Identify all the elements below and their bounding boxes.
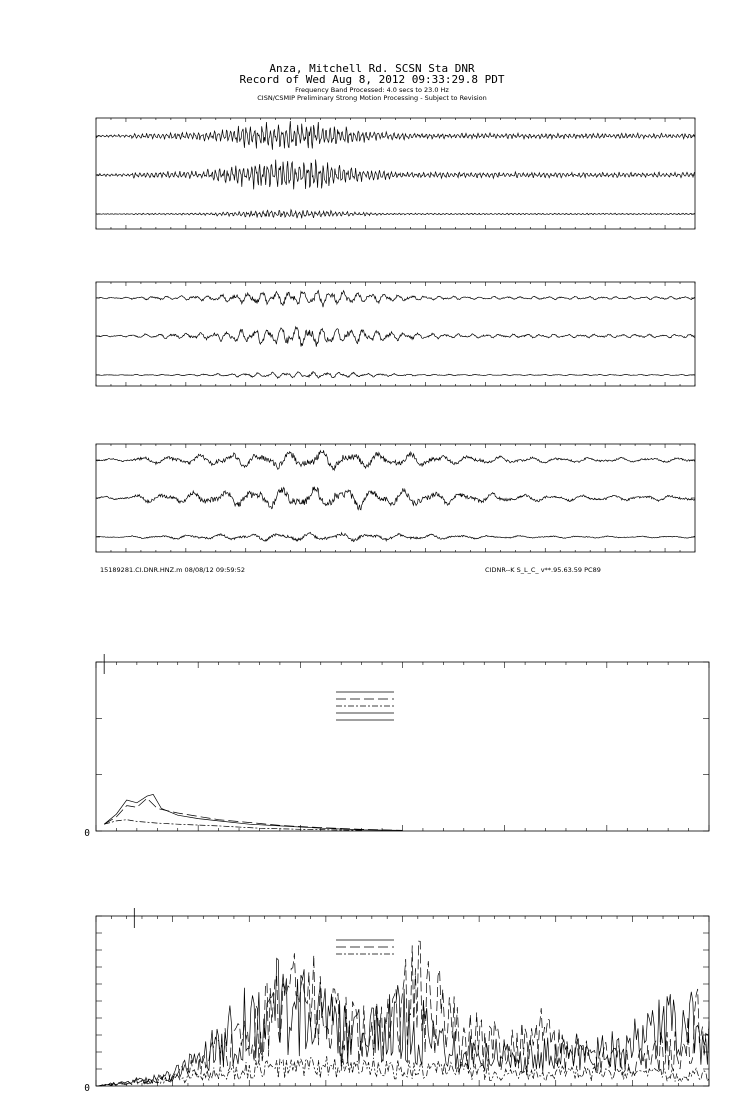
spectrum-series	[104, 798, 402, 830]
waveform-trace	[96, 291, 695, 308]
waveform-trace	[96, 532, 695, 541]
spectrum-series	[104, 794, 402, 830]
waveform-trace	[96, 210, 695, 219]
spectrum-series	[96, 958, 709, 1086]
footer-station-info: CIDNR--K S_L_C_ v**.95.63.59 PC89	[485, 566, 601, 574]
header-line2: Record of Wed Aug 8, 2012 09:33:29.8 PDT	[239, 73, 505, 86]
header-line1: Anza, Mitchell Rd. SCSN Sta DNR	[269, 62, 475, 75]
origin-label: 0	[84, 828, 90, 839]
waveform-trace	[96, 121, 695, 150]
time-series-panels	[96, 118, 695, 552]
waveform-trace	[96, 160, 695, 190]
waveform-trace	[96, 372, 695, 379]
origin-label: 0	[84, 1083, 90, 1094]
waveform-trace	[96, 450, 695, 470]
waveform-trace	[96, 327, 695, 347]
velocity-fourier-spectrum-chart	[84, 908, 709, 1094]
header-line3: Frequency Band Processed: 4.0 secs to 23.0 Hz	[295, 86, 449, 94]
spectral-acceleration-chart	[84, 654, 709, 839]
chart-frame	[96, 662, 709, 831]
chart-frame	[96, 916, 709, 1086]
spectrum-series	[96, 941, 709, 1086]
footer-file-info: 15189281.CI.DNR.HNZ.m 08/08/12 09:59:52	[100, 566, 246, 574]
waveform-trace	[96, 487, 695, 510]
header-line4: CISN/CSMIP Preliminary Strong Motion Processing - Subject to Revision	[257, 94, 487, 102]
